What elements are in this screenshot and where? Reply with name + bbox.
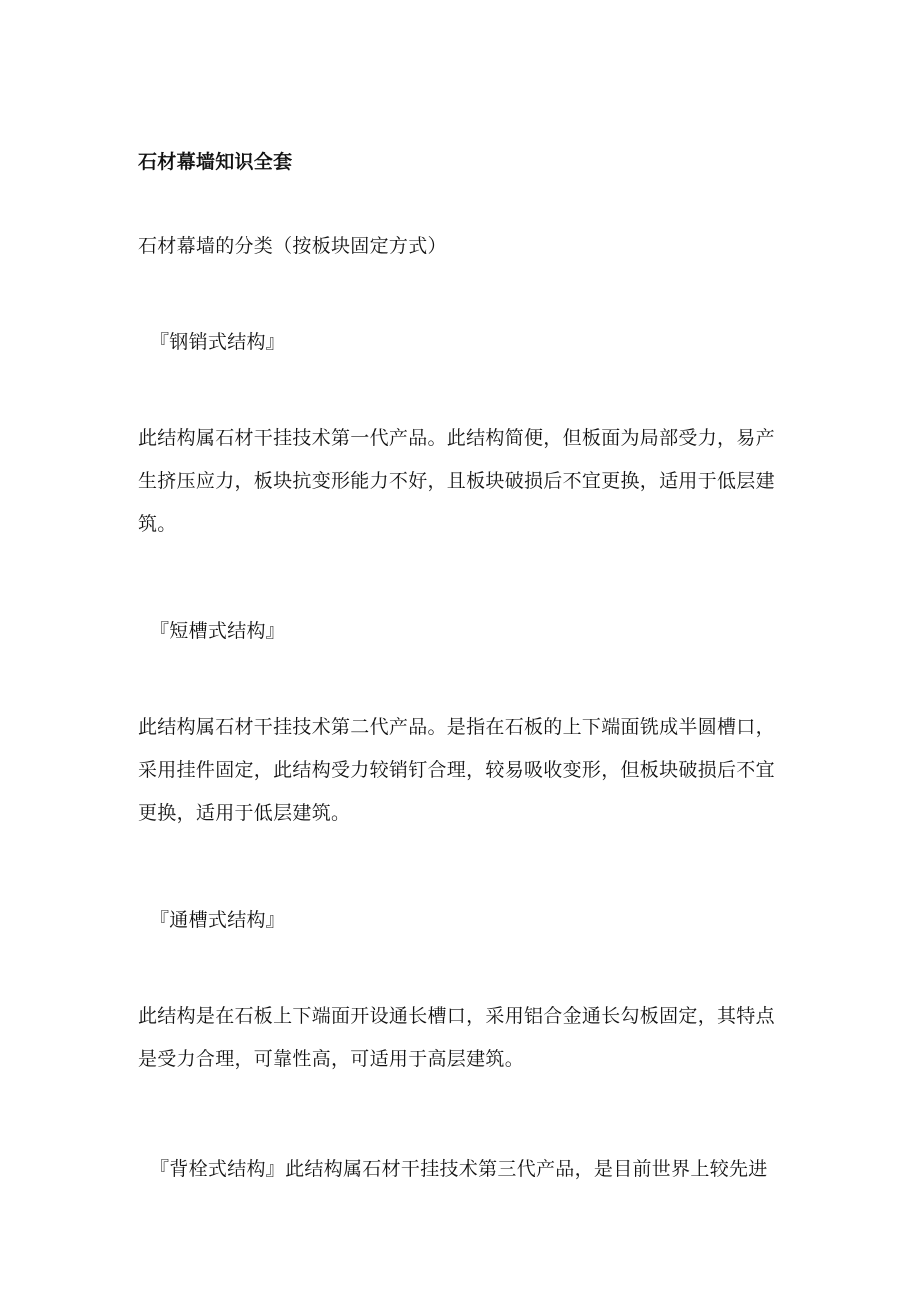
document-title: 石材幕墙知识全套: [138, 151, 293, 173]
section-text-steel-pin: 此结构属石材干挂技术第一代产品。此结构简便，但板面为局部受力，易产生挤压应力，板块抗变形能力不好，且板块破损后不宜更换，适用于低层建筑。: [138, 427, 775, 535]
document-subtitle: 石材幕墙的分类（按板块固定方式）: [138, 235, 447, 257]
section-back-bolt-paragraph: 『背栓式结构』此结构属石材干挂技术第三代产品，是目前世界上较先进: [150, 1158, 768, 1180]
section-heading-steel-pin: 『钢销式结构』: [150, 331, 286, 353]
section-text-through-slot: 此结构是在石板上下端面开设通长槽口，采用铝合金通长勾板固定，其特点是受力合理，可靠性高，可适用于高层建筑。: [138, 1005, 775, 1070]
section-heading-short-slot: 『短槽式结构』: [150, 620, 286, 642]
section-heading-through-slot: 『通槽式结构』: [150, 909, 286, 931]
section-text-short-slot: 此结构属石材干挂技术第二代产品。是指在石板的上下端面铣成半圆槽口，采用挂件固定，此结构受力较销钉合理，较易吸收变形，但板块破损后不宜更换，适用于低层建筑。: [138, 716, 775, 824]
